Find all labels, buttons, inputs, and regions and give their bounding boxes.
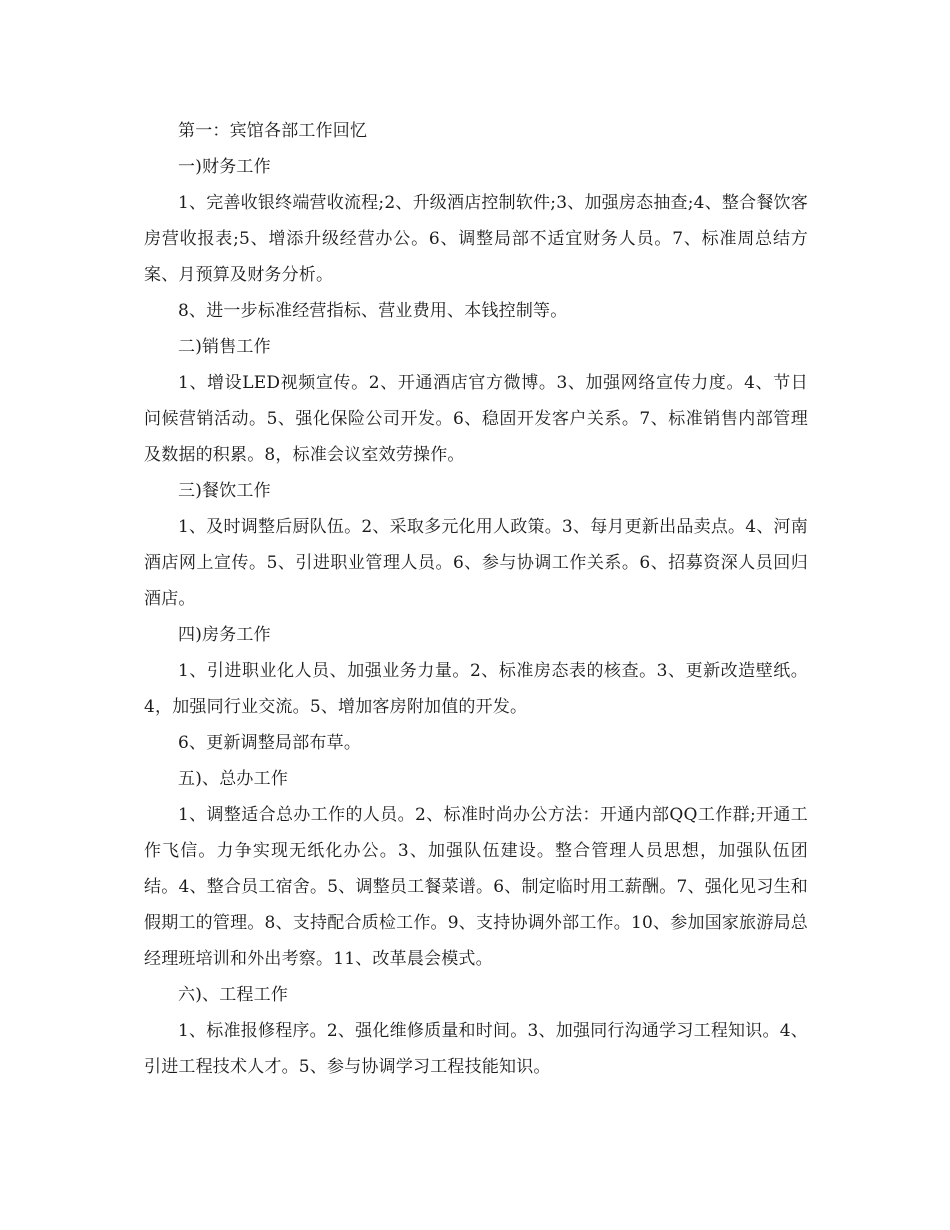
- paragraph-general-office: 1、调整适合总办工作的人员。2、标准时尚办公方法：开通内部QQ工作群;开通工作飞信。力争实现无纸化办公。3、加强队伍建设。整合管理人员思想，加强队伍团结。4、整合员工宿舍。5、调整员工餐菜谱。6、制定临时用工薪酬。7、强化见习生和假期工的管理。8、支持配合质检工作。9、支持协调外部工作。10、参加国家旅游局总经理班培训和外出考察。11、改革晨会模式。: [144, 805, 808, 969]
- subsection-heading-housekeeping: 四)房务工作: [178, 625, 271, 645]
- paragraph-catering: 1、及时调整后厨队伍。2、采取多元化用人政策。3、每月更新出品卖点。4、河南酒店网上宣传。5、引进职业管理人员。6、参与协调工作关系。6、招募资深人员回归酒店。: [144, 517, 808, 609]
- document-body: [144, 113, 808, 1085]
- paragraph-finance-1: 1、完善收银终端营收流程;2、升级酒店控制软件;3、加强房态抽查;4、整合餐饮客房营收报表;5、增添升级经营办公。6、调整局部不适宜财务人员。7、标准周总结方案、月预算及财务分析。: [144, 193, 808, 285]
- paragraph-housekeeping-1: 1、引进职业化人员、加强业务力量。2、标准房态表的核查。3、更新改造壁纸。4，加强同行业交流。5、增加客房附加值的开发。: [144, 661, 808, 717]
- paragraph-housekeeping-2: 6、更新调整局部布草。: [178, 733, 362, 753]
- subsection-heading-engineering: 六)、工程工作: [178, 985, 289, 1005]
- paragraph-engineering: 1、标准报修程序。2、强化维修质量和时间。3、加强同行沟通学习工程知识。4、引进工程技术人才。5、参与协调学习工程技能知识。: [144, 1021, 808, 1077]
- section-heading: 第一：宾馆各部工作回忆: [178, 121, 368, 141]
- subsection-heading-sales: 二)销售工作: [178, 337, 271, 357]
- subsection-heading-catering: 三)餐饮工作: [178, 481, 271, 501]
- subsection-heading-general-office: 五)、总办工作: [178, 769, 289, 789]
- paragraph-sales: 1、增设LED视频宣传。2、开通酒店官方微博。3、加强网络宣传力度。4、节日问候营销活动。5、强化保险公司开发。6、稳固开发客户关系。7、标准销售内部管理及数据的积累。8，标准会议室效劳操作。: [144, 373, 808, 465]
- paragraph-finance-2: 8、进一步标准经营指标、营业费用、本钱控制等。: [178, 301, 568, 321]
- subsection-heading-finance: 一)财务工作: [178, 157, 271, 177]
